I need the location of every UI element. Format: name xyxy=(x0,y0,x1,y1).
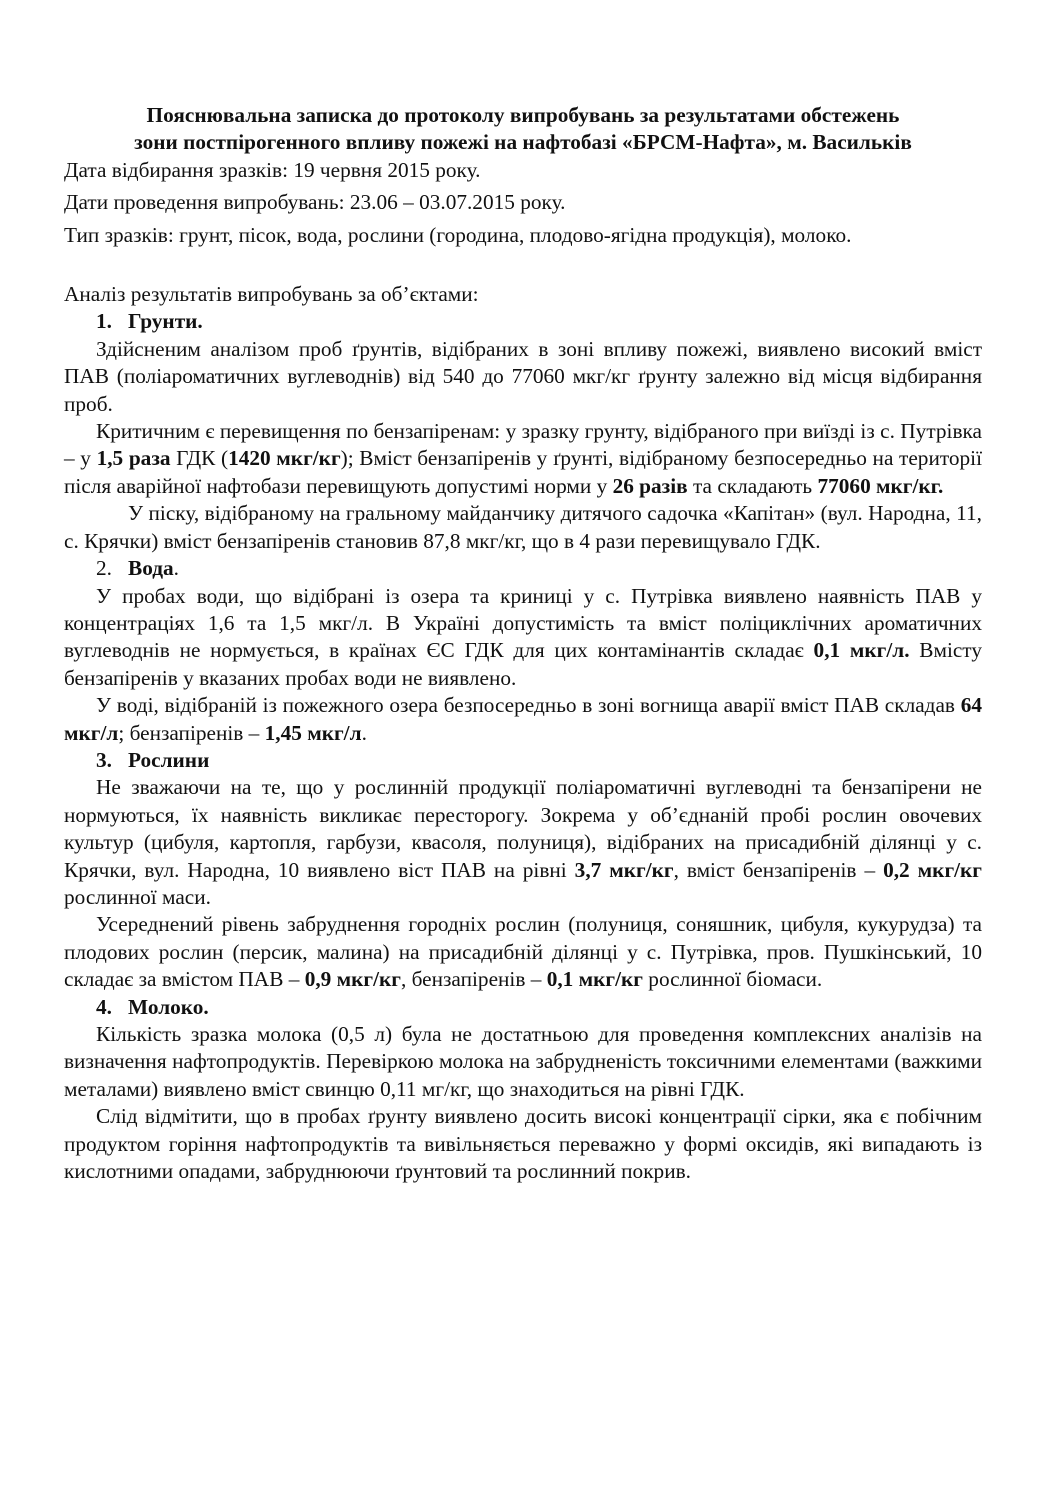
highlight-value: 1,45 мкг/л xyxy=(264,720,362,745)
sample-metadata xyxy=(64,157,982,249)
section-heading-soils xyxy=(64,308,982,335)
document-page xyxy=(64,102,982,1185)
milk-paragraph-1: Кількість зразка молока (0,5 л) була не достатньою для проведення комплексних аналізів на визначення нафтопродуктів. Перевіркою молока на забрудненість токсичними елементами (важкими металами) виявлено вміст свинцю 0,11 мг/кг, що знаходиться на рівні ГДК. xyxy=(64,1022,982,1101)
highlight-value: 26 разів xyxy=(612,473,688,498)
section-heading-plants xyxy=(64,747,982,774)
section-title: Рослини xyxy=(128,747,210,772)
sample-types: Тип зразків: грунт, пісок, вода, рослини (городина, плодово-ягідна продукція), молоко. xyxy=(64,222,852,247)
sampling-date: Дата відбирання зразків: 19 червня 2015 року. xyxy=(64,157,481,182)
highlight-value: 1,5 раза xyxy=(96,446,171,471)
milk-paragraph-2: Слід відмітити, що в пробах ґрунту виявлено досить високі концентрації сірки, яка є побічним продуктом горіння нафтопродуктів та вивільняється переважно у формі оксидів, які випадають із кислотними опадами, забруднюючи ґрунтовий та рослинний покрив. xyxy=(64,1104,982,1184)
highlight-value: 77060 мкг/кг. xyxy=(817,473,944,498)
plants-paragraph-1: Не зважаючи на те, що у рослинній продукції поліароматичні вуглеводні та бензапірени не нормуються, їх наявність викликає пересторогу. Зокрема у об’єднаній пробі рослин овочевих культур (цибуля, картопля, гарбузи, квасоля, полуниця), відібраних на присадибній ділянці у с. Крячки, вул. Народна, 10 виявлено віст ПАВ на рівні 3,7 мкг/кг, вміст бензапіренів – 0,2 мкг/кг рослинної маси. xyxy=(64,775,982,909)
highlight-value: 0,2 мкг/кг xyxy=(883,857,982,882)
soils-paragraph-3: У піску, відібраному на гральному майданчику дитячого садочка «Капітан» (вул. Народна, 11, с. Крячки) вміст бензапіренів становив 87,8 мкг/кг, що в 4 рази перевищувало ГДК. xyxy=(64,501,982,553)
section-plants xyxy=(64,747,982,994)
section-number: 4. xyxy=(96,994,112,1019)
highlight-value: 0,1 мкг/л. xyxy=(813,638,910,663)
highlight-value: 3,7 мкг/кг xyxy=(574,857,674,882)
section-heading-milk xyxy=(64,994,982,1021)
section-title: Молоко. xyxy=(128,994,209,1019)
plants-paragraph-2: Усереднений рівень забруднення городніх рослин (полуниця, соняшник, цибуля, кукурудза) та плодових рослин (персик, малина) на присадибній ділянці у с. Путрівка, пров. Пушкінський, 10 складає за вмістом ПАВ – 0,9 мкг/кг, бензапіренів – 0,1 мкг/кг рослинної біомаси. xyxy=(64,912,982,992)
section-number: 1. xyxy=(96,309,112,334)
section-title: Вода xyxy=(128,556,174,581)
analysis-intro: Аналіз результатів випробувань за об’єктами: xyxy=(64,282,479,307)
testing-dates: Дати проведення випробувань: 23.06 – 03.07.2015 року. xyxy=(64,190,566,215)
water-paragraph-1: У пробах води, що відібрані із озера та криниці у с. Путрівка виявлено наявність ПАВ у концентраціях 1,6 та 1,5 мкг/л. В Україні допустимість та вміст поліциклічних ароматичних вуглеводнів не нормується, в країнах ЄС ГДК для цих контамінантів складає 0,1 мкг/л. Вмісту бензапіренів у вказаних пробах води не виявлено. xyxy=(64,583,982,690)
section-heading-water: 2. Вода. xyxy=(64,555,982,582)
section-milk xyxy=(64,994,982,1186)
section-water xyxy=(64,555,982,747)
highlight-value: 0,9 мкг/кг xyxy=(304,967,401,992)
section-number: 3. xyxy=(96,747,112,772)
soils-paragraph-2: Критичним є перевищення по бензапіренам: у зразку грунту, відібраного при виїзді із с. Путрівка – у 1,5 раза ГДК (1420 мкг/кг); Вміст бензапіренів у ґрунті, відібраному безпосередньо на території після аварійної нафтобази перевищують допустимі норми у 26 разів та складають 77060 мкг/кг. xyxy=(64,419,982,498)
soils-paragraph-1: Здійсненим аналізом проб ґрунтів, відібраних в зоні впливу пожежі, виявлено високий вміст ПАВ (поліароматичних вуглеводнів) від 540 до 77060 мкг/кг ґрунту залежно від місця відбирання проб. xyxy=(64,336,982,416)
highlight-value: 64 мкг/л xyxy=(64,693,982,745)
water-paragraph-2: У воді, відібраній із пожежного озера безпосередньо в зоні вогнища аварії вміст ПАВ складав 64 мкг/л; бензапіренів – 1,45 мкг/л. xyxy=(64,693,982,745)
highlight-value: 1420 мкг/кг xyxy=(228,446,341,471)
title-line-2: зони постпірогенного впливу пожежі на нафтобазі «БРСМ-Нафта», м. Васильків xyxy=(134,130,912,155)
document-title xyxy=(64,102,982,157)
section-title: Грунти. xyxy=(128,309,203,334)
section-number: 2. xyxy=(96,556,112,581)
highlight-value: 0,1 мкг/кг xyxy=(546,967,643,992)
section-soils xyxy=(64,308,982,555)
blank-line xyxy=(64,254,982,281)
title-line-1: Пояснювальна записка до протоколу випробувань за результатами обстежень xyxy=(146,103,900,127)
